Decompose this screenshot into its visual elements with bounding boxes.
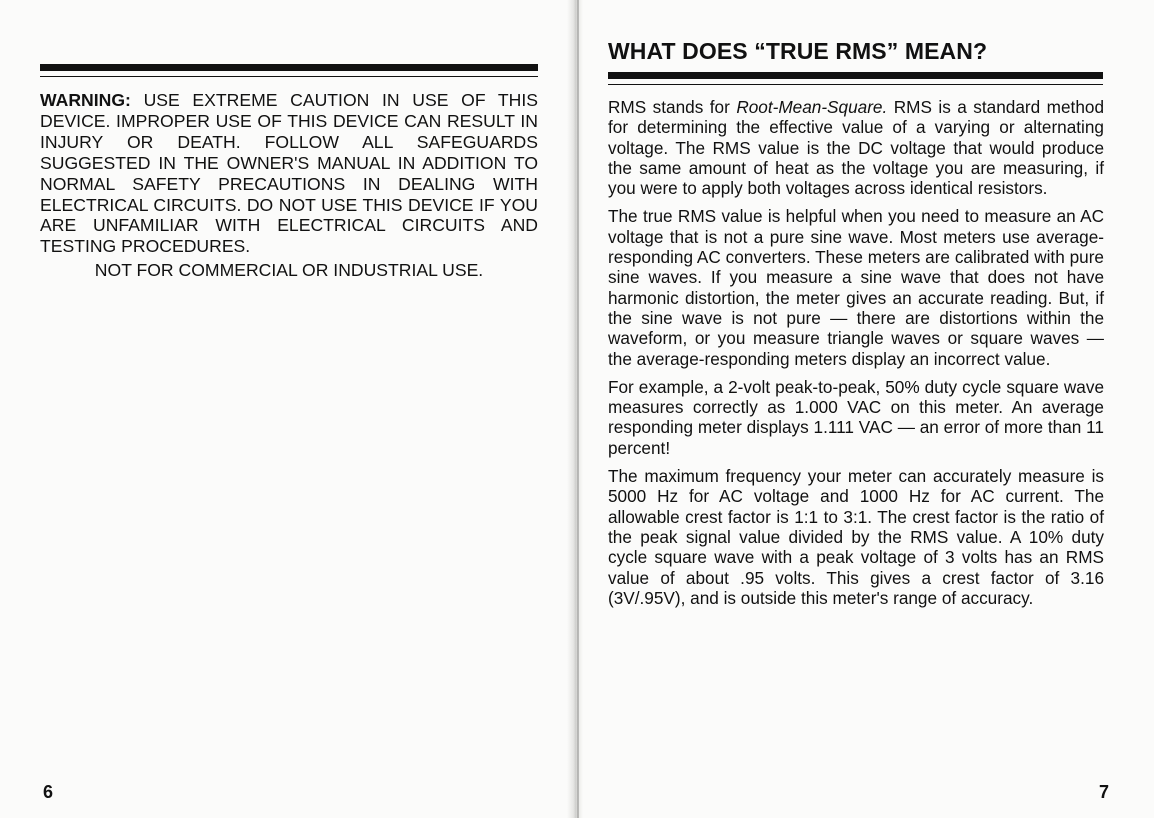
page-number-left: 6 [43, 782, 54, 802]
para1-rest: RMS is a standard method for determining the effective value of a varying or alternating voltage. The RMS value is the DC voltage that would produce the same amount of heat as the voltage you are measuring, if you were to apply both voltages across identical resistors. [608, 97, 1104, 199]
right-top-hairline [608, 84, 1103, 85]
paragraph-rms-definition [608, 97, 1104, 198]
binding-gutter [567, 0, 583, 818]
right-top-rule [608, 72, 1103, 79]
warning-text: USE EXTREME CAUTION IN USE OF THIS DEVICE. IMPROPER USE OF THIS DEVICE CAN RESULT IN INJURY OR DEATH. FOLLOW ALL SAFEGUARDS SUGGESTED IN THE OWNER'S MANUAL IN ADDITION TO NORMAL SAFETY PRECAUTIONS IN DEALING WITH ELECTRICAL CIRCUITS. DO NOT USE THIS DEVICE IF YOU ARE UNFAMILIAR WITH ELECTRICAL CIRCUITS AND TESTING PROCEDURES. [40, 90, 539, 257]
commercial-use-notice: NOT FOR COMMERCIAL OR INDUSTRIAL USE. [94, 260, 484, 280]
paragraph-true-rms-usage: The true RMS value is helpful when you need to measure an AC voltage that is not a pure sine wave. Most meters use average-responding AC converters. These meters are calibrated with pure sine waves. If you measure a sine wave that does not have harmonic distortion, the meter gives an accurate reading. But, if the sine wave is not pure — there are distortions within the waveform, or you measure triangle waves or square waves — the average-responding meters display an incorrect value. [608, 206, 1104, 369]
binding-fold [577, 0, 579, 818]
page-number-right: 7 [1099, 782, 1110, 802]
para1-start: RMS stands for [608, 97, 737, 117]
warning-block [40, 90, 538, 257]
article-body [608, 97, 1104, 616]
para1-italic-term: Root-Mean-Square. [736, 97, 888, 117]
warning-label: WARNING: [40, 90, 131, 110]
paragraph-example: For example, a 2-volt peak-to-peak, 50% duty cycle square wave measures correctly as 1.000 VAC on this meter. An average responding meter displays 1.111 VAC — an error of more than 11 percent! [608, 376, 1104, 458]
paragraph-frequency-crest: The maximum frequency your meter can accurately measure is 5000 Hz for AC voltage and 1000 Hz for AC current. The allowable crest factor is 1:1 to 3:1. The crest factor is the ratio of the peak signal value divided by the RMS value. A 10% duty cycle square wave with a peak voltage of 3 volts has an RMS value of about .95 volts. This gives a crest factor of 3.16 (3V/.95V), and is outside this meter's range of accuracy. [608, 466, 1104, 608]
section-heading: WHAT DOES “TRUE RMS” MEAN? [608, 38, 988, 64]
left-top-rule [40, 64, 538, 71]
left-top-hairline [40, 76, 538, 77]
